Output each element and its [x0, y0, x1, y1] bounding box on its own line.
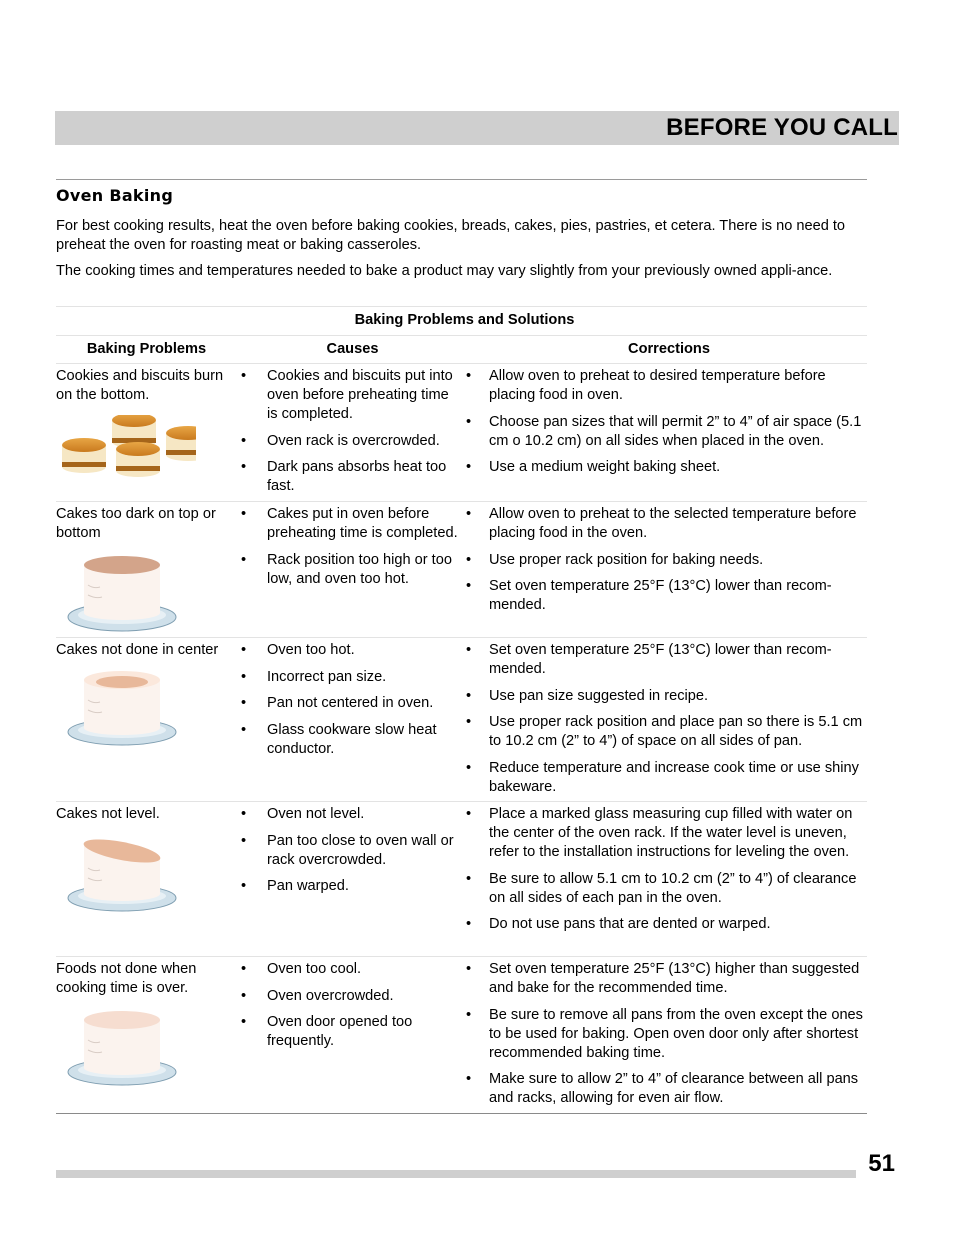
- problem-cell: [56, 502, 239, 637]
- corrections-list: [461, 367, 867, 477]
- correction-item: • Reduce temperature and increase cook time or use shiny bakeware.: [461, 759, 867, 797]
- correction-item: • Place a marked glass measuring cup filled with water on the center of the oven rack. If the water level is uneven, refer to the installation instructions for leveling the oven.: [461, 805, 867, 862]
- correction-item: • Use proper rack position and place pan so there is 5.1 cm to 10.2 cm (2” to 4”) of space on all sides of pan.: [461, 713, 867, 751]
- corrections-list: [461, 805, 867, 934]
- cause-item: • Incorrect pan size.: [239, 668, 461, 687]
- cake-undone-icon: [56, 1010, 196, 1088]
- baking-problems-table: [56, 306, 867, 1114]
- cake-uneven-icon: [56, 836, 196, 914]
- causes-cell: [239, 802, 461, 956]
- cause-item: • Pan too close to oven wall or rack overcrowded.: [239, 832, 461, 870]
- column-header-causes: Causes: [326, 341, 379, 357]
- table-row: [56, 802, 867, 957]
- section-divider: [56, 179, 867, 180]
- problem-cell: [56, 802, 239, 956]
- table-row: [56, 502, 867, 638]
- cause-item: • Glass cookware slow heat conductor.: [239, 721, 461, 759]
- table-row: [56, 364, 867, 502]
- page-title: BEFORE YOU CALL: [666, 114, 898, 141]
- problem-text: Foods not done when cooking time is over.: [56, 961, 197, 996]
- cause-item: • Oven overcrowded.: [239, 987, 461, 1006]
- correction-item: • Choose pan sizes that will permit 2” to 4” of air space (5.1 cm o 10.2 cm) on all sides when placed in the oven.: [461, 413, 867, 451]
- correction-item: • Do not use pans that are dented or warped.: [461, 915, 867, 934]
- table-row: [56, 638, 867, 802]
- table-caption: Baking Problems and Solutions: [56, 306, 867, 336]
- correction-item: • Be sure to allow 5.1 cm to 10.2 cm (2” to 4”) of clearance on all sides of each pan in the oven.: [461, 870, 867, 908]
- section-title: Oven Baking: [56, 186, 174, 205]
- correction-item: • Allow oven to preheat to desired temperature before placing food in oven.: [461, 367, 867, 405]
- cause-item: • Cookies and biscuits put into oven before preheating time is completed.: [239, 367, 461, 424]
- corrections-cell: [461, 802, 867, 956]
- causes-cell: [239, 638, 461, 801]
- corrections-list: [461, 505, 867, 615]
- causes-cell: [239, 502, 461, 637]
- table-header-row: [56, 336, 867, 364]
- page-number: 51: [868, 1150, 895, 1177]
- problem-cell: [56, 638, 239, 801]
- corrections-list: [461, 641, 867, 797]
- causes-list: [239, 805, 461, 896]
- correction-item: • Allow oven to preheat to the selected temperature before placing food in the oven.: [461, 505, 867, 543]
- cause-item: • Pan warped.: [239, 877, 461, 896]
- table-row: [56, 957, 867, 1114]
- problem-text: Cookies and biscuits burn on the bottom.: [56, 368, 224, 403]
- correction-item: • Set oven temperature 25°F (13°C) higher than suggested and bake for the recommended time.: [461, 960, 867, 998]
- intro-paragraph: The cooking times and temperatures needed to bake a product may vary slightly from your previously owned appli-ance.: [56, 263, 833, 279]
- correction-item: • Make sure to allow 2” to 4” of clearance between all pans and racks, allowing for even air flow.: [461, 1070, 867, 1108]
- causes-list: [239, 367, 461, 496]
- corrections-list: [461, 960, 867, 1108]
- cause-item: • Oven not level.: [239, 805, 461, 824]
- problem-cell: [56, 957, 239, 1113]
- causes-list: [239, 505, 461, 589]
- cause-item: • Oven too hot.: [239, 641, 461, 660]
- corrections-cell: [461, 638, 867, 801]
- column-header-corrections: Corrections: [628, 341, 710, 357]
- correction-item: • Set oven temperature 25°F (13°C) lower than recom-mended.: [461, 641, 867, 679]
- problem-cell: [56, 364, 239, 501]
- correction-item: • Set oven temperature 25°F (13°C) lower than recom-mended.: [461, 577, 867, 615]
- corrections-cell: [461, 502, 867, 637]
- correction-item: • Be sure to remove all pans from the oven except the ones to be used for baking. Open oven door only after shortest recommended baking time.: [461, 1006, 867, 1063]
- biscuits-burnt-bottom-icon: [56, 415, 196, 489]
- cause-item: • Pan not centered in oven.: [239, 694, 461, 713]
- causes-list: [239, 641, 461, 759]
- cause-item: • Cakes put in oven before preheating time is completed.: [239, 505, 461, 543]
- correction-item: • Use a medium weight baking sheet.: [461, 458, 867, 477]
- causes-list: [239, 960, 461, 1051]
- causes-cell: [239, 957, 461, 1113]
- column-header-problems: Baking Problems: [86, 341, 207, 357]
- correction-item: • Use proper rack position for baking needs.: [461, 551, 867, 570]
- correction-item: • Use pan size suggested in recipe.: [461, 687, 867, 706]
- corrections-cell: [461, 957, 867, 1113]
- problem-text: Cakes too dark on top or bottom: [56, 506, 216, 541]
- problem-text: Cakes not level.: [56, 806, 160, 822]
- footer-bar: [56, 1170, 856, 1178]
- cake-dark-top-icon: [56, 555, 196, 633]
- cause-item: • Oven rack is overcrowded.: [239, 432, 461, 451]
- causes-cell: [239, 364, 461, 501]
- cake-sunken-center-icon: [56, 670, 196, 748]
- cause-item: • Oven too cool.: [239, 960, 461, 979]
- cause-item: • Dark pans absorbs heat too fast.: [239, 458, 461, 496]
- header-band: [55, 111, 899, 145]
- cause-item: • Oven door opened too frequently.: [239, 1013, 461, 1051]
- corrections-cell: [461, 364, 867, 501]
- problem-text: Cakes not done in center: [56, 642, 219, 658]
- cause-item: • Rack position too high or too low, and oven too hot.: [239, 551, 461, 589]
- intro-paragraph: For best cooking results, heat the oven before baking cookies, breads, cakes, pies, pastries, et cetera. There is no need to preheat the oven for roasting meat or baking casseroles.: [56, 218, 846, 253]
